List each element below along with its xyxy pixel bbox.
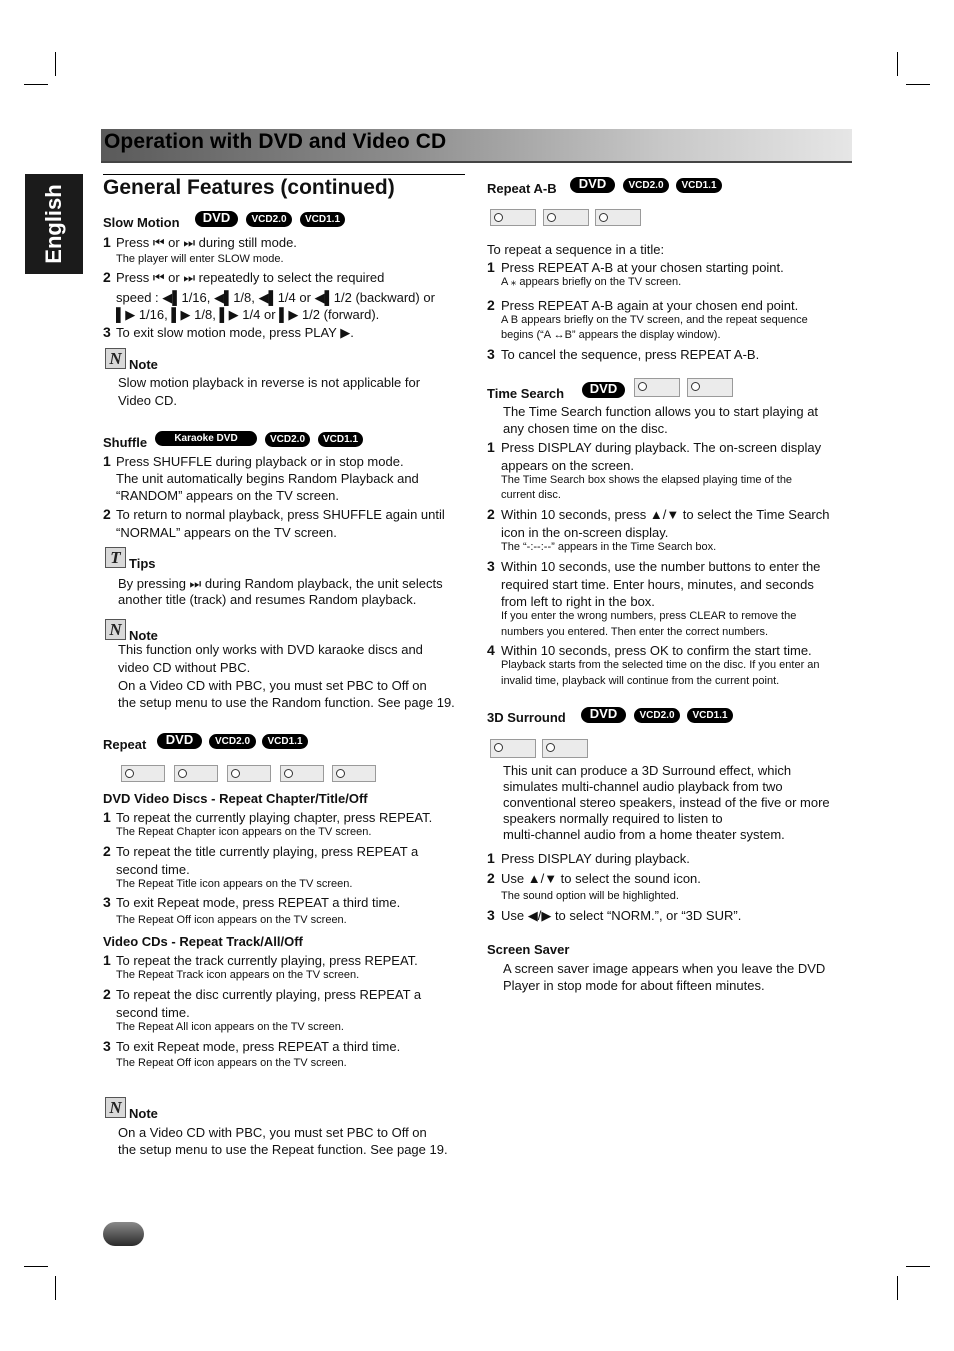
step-number: 2 (487, 506, 495, 522)
step-subtext: The Repeat Off icon appears on the TV screen. (116, 1057, 347, 1069)
step-subtext: A B appears briefly on the TV screen, and the repeat sequence (501, 314, 808, 326)
step-text: Press ⏮ or ⏭ during still mode. (116, 235, 297, 250)
dvd-badge: DVD (581, 707, 626, 723)
step-number: 1 (487, 439, 495, 455)
step-subtext: The Repeat Chapter icon appears on the TV screen. (116, 826, 372, 838)
surround-text: simulates multi-channel audio playback from two (503, 779, 783, 794)
note-icon: N (105, 348, 126, 369)
step-number: 4 (487, 642, 495, 658)
page-number-tab (103, 1222, 144, 1246)
step-subtext: begins (“A ↔B” appears the display window). (501, 329, 721, 341)
tip-text: another title (track) and resumes Random playback. (118, 592, 417, 607)
step-subtext: The Time Search box shows the elapsed playing time of the (501, 474, 793, 486)
repeat-ab-heading: Repeat A-B (487, 181, 557, 196)
note-text: the setup menu to use the Repeat function. See page 19. (118, 1142, 448, 1157)
step-text: Within 10 seconds, use the number buttons to enter the (501, 559, 821, 574)
tip-text: By pressing ⏭ during Random playback, the unit selects (118, 576, 443, 591)
step-subtext: invalid time, playback will continue from the current point. (501, 675, 780, 687)
step-text: Use ▲/▼ to select the sound icon. (501, 871, 701, 886)
dvd-repeat-subheading: DVD Video Discs - Repeat Chapter/Title/Off (103, 791, 368, 806)
step-number: 2 (487, 297, 495, 313)
step-text: Press REPEAT A-B again at your chosen end point. (501, 298, 799, 313)
step-number: 2 (103, 843, 111, 859)
step-subtext: The Repeat Off icon appears on the TV screen. (116, 914, 347, 926)
step-subtext: The Repeat All icon appears on the TV screen. (116, 1021, 344, 1033)
repeat-osd-icon (174, 765, 218, 782)
repeat-ab-osd-icon (595, 209, 641, 226)
step-number: 2 (103, 506, 111, 522)
note-text: On a Video CD with PBC, you must set PBC to Off on (118, 678, 427, 693)
header-rule (101, 161, 852, 163)
step-text: Within 10 seconds, press OK to confirm the start time. (501, 643, 812, 658)
repeat-osd-icon (227, 765, 271, 782)
section-title: General Features (continued) (103, 174, 465, 200)
dvd-badge: DVD (582, 382, 625, 398)
vcd20-badge: VCD2.0 (634, 708, 680, 723)
note-label: Note (129, 357, 158, 372)
step-text: Use ◀/▶ to select “NORM.”, or “3D SUR”. (501, 908, 742, 923)
step-text: appears on the screen. (501, 458, 634, 473)
screen-saver-heading: Screen Saver (487, 942, 570, 957)
note-label: Note (129, 1106, 158, 1121)
step-subtext: The “-:--:--” appears in the Time Search box. (501, 541, 717, 553)
step-number: 1 (103, 952, 111, 968)
surround-heading: 3D Surround (487, 710, 566, 725)
screen-saver-text: Player in stop mode for about fifteen minutes. (503, 978, 765, 993)
dvd-badge: DVD (157, 733, 202, 749)
step-number: 2 (103, 986, 111, 1002)
step-text: Press DISPLAY during playback. (501, 851, 690, 866)
step-text: second time. (116, 862, 190, 877)
crop-mark (897, 52, 898, 76)
step-text: To exit Repeat mode, press REPEAT a third time. (116, 895, 401, 910)
surround-text: speakers normally required to listen to (503, 811, 723, 826)
language-tab (25, 174, 83, 274)
step-subtext: The player will enter SLOW mode. (116, 253, 284, 265)
repeat-ab-osd-icon (490, 209, 536, 226)
crop-mark (897, 1276, 898, 1300)
step-text: To repeat the currently playing chapter, press REPEAT. (116, 810, 433, 825)
step-text: “RANDOM” appears on the TV screen. (116, 488, 340, 503)
step-number: 3 (103, 324, 111, 340)
note-text: video CD without PBC. (118, 660, 251, 675)
header-bar (101, 129, 852, 161)
step-subtext: current disc. (501, 489, 561, 501)
note-text: Video CD. (118, 393, 178, 408)
step-text: Press DISPLAY during playback. The on-screen display (501, 440, 822, 455)
note-icon: N (105, 1097, 126, 1118)
step-text: To repeat the disc currently playing, press REPEAT a (116, 987, 422, 1002)
vcd-repeat-subheading: Video CDs - Repeat Track/All/Off (103, 934, 303, 949)
step-text: To exit slow motion mode, press PLAY ▶. (116, 325, 354, 340)
page-header-title: Operation with DVD and Video CD (104, 130, 447, 153)
repeat-osd-icon (121, 765, 165, 782)
step-number: 1 (103, 234, 111, 250)
step-subtext: The Repeat Track icon appears on the TV screen. (116, 969, 360, 981)
time-search-heading: Time Search (487, 386, 565, 401)
repeat-osd-icon (280, 765, 324, 782)
karaoke-dvd-badge: Karaoke DVD (155, 431, 257, 446)
crop-mark (55, 1276, 56, 1300)
crop-mark (24, 84, 48, 85)
vcd11-badge: VCD1.1 (300, 212, 345, 227)
step-text: To cancel the sequence, press REPEAT A-B. (501, 347, 760, 362)
crop-mark (906, 1266, 930, 1267)
vcd11-badge: VCD1.1 (676, 178, 722, 193)
step-text: required start time. Enter hours, minutes, and seconds (501, 577, 814, 592)
vcd20-badge: VCD2.0 (246, 212, 292, 227)
step-text: To exit Repeat mode, press REPEAT a third time. (116, 1039, 401, 1054)
surround-text: conventional stereo speakers, instead of the five or more (503, 795, 830, 810)
step-subtext: If you enter the wrong numbers, press CLEAR to remove the (501, 610, 797, 622)
note-text: the setup menu to use the Random function. See page 19. (118, 695, 455, 710)
sound-osd-icon (490, 739, 536, 758)
step-text: To repeat the title currently playing, press REPEAT a (116, 844, 419, 859)
vcd11-badge: VCD1.1 (687, 708, 733, 723)
step-subtext: numbers you entered. Then enter the correct numbers. (501, 626, 768, 638)
crop-mark (24, 1266, 48, 1267)
repeat-osd-icon (332, 765, 376, 782)
vcd11-badge: VCD1.1 (262, 734, 308, 749)
note-text: On a Video CD with PBC, you must set PBC to Off on (118, 1125, 427, 1140)
language-tab-label: English (41, 184, 66, 264)
step-subtext: Playback starts from the selected time on the disc. If you enter an (501, 659, 820, 671)
step-text: “NORMAL” appears on the TV screen. (116, 525, 337, 540)
step-number: 1 (103, 453, 111, 469)
slow-motion-heading: Slow Motion (103, 215, 180, 230)
step-text: Press SHUFFLE during playback or in stop mode. (116, 454, 404, 469)
step-subtext: A ⁎ appears briefly on the TV screen. (501, 276, 682, 288)
repeat-ab-osd-icon (543, 209, 589, 226)
step-subtext: The Repeat Title icon appears on the TV screen. (116, 878, 353, 890)
step-number: 3 (103, 1038, 111, 1054)
step-number: 1 (487, 259, 495, 275)
surround-text: multi-channel audio from a home theater system. (503, 827, 785, 842)
step-number: 3 (487, 346, 495, 362)
screen-saver-text: A screen saver image appears when you leave the DVD (503, 961, 826, 976)
step-text: Press REPEAT A-B at your chosen starting point. (501, 260, 784, 275)
step-text: second time. (116, 1005, 190, 1020)
step-text: To repeat the track currently playing, press REPEAT. (116, 953, 418, 968)
shuffle-heading: Shuffle (103, 435, 148, 450)
step-text: To return to normal playback, press SHUFFLE again until (116, 507, 445, 522)
dvd-badge: DVD (195, 211, 238, 227)
step-text: from left to right in the box. (501, 594, 655, 609)
step-text: Press ⏮ or ⏭ repeatedly to select the required (116, 270, 385, 285)
time-search-osd-icon (634, 378, 680, 397)
note-text: This function only works with DVD karaoke discs and (118, 642, 423, 657)
note-icon: N (105, 619, 126, 640)
vcd20-badge: VCD2.0 (623, 178, 669, 193)
step-number: 1 (103, 809, 111, 825)
step-text: ▌▶ 1/16, ▌▶ 1/8, ▌▶ 1/4 or ▌▶ 1/2 (forward). (116, 307, 380, 322)
note-text: Slow motion playback in reverse is not applicable for (118, 375, 421, 390)
sound-osd-icon (542, 739, 588, 758)
step-text: speed : ◀▌1/16, ◀▌1/8, ◀▌1/4 or ◀▌1/2 (backward) or (116, 290, 435, 305)
time-search-osd-icon (687, 378, 733, 397)
step-subtext: The sound option will be highlighted. (501, 890, 679, 902)
step-number: 3 (103, 894, 111, 910)
time-search-intro: The Time Search function allows you to start playing at (503, 404, 819, 419)
time-search-intro: any chosen time on the disc. (503, 421, 668, 436)
vcd20-badge: VCD2.0 (209, 734, 256, 749)
step-text: Within 10 seconds, press ▲/▼ to select the Time Search (501, 507, 830, 522)
dvd-badge: DVD (570, 177, 615, 193)
step-number: 3 (487, 907, 495, 923)
vcd11-badge: VCD1.1 (318, 432, 363, 447)
repeat-heading: Repeat (103, 737, 147, 752)
surround-text: This unit can produce a 3D Surround effect, which (503, 763, 792, 778)
tips-label: Tips (129, 556, 156, 571)
step-text: icon in the on-screen display. (501, 525, 669, 540)
crop-mark (55, 52, 56, 76)
repeat-ab-intro: To repeat a sequence in a title: (487, 242, 665, 257)
note-label: Note (129, 628, 158, 643)
step-number: 2 (103, 269, 111, 285)
step-number: 3 (487, 558, 495, 574)
step-text: The unit automatically begins Random Playback and (116, 471, 419, 486)
tips-icon: T (105, 547, 126, 568)
step-number: 1 (487, 850, 495, 866)
step-number: 2 (487, 870, 495, 886)
vcd20-badge: VCD2.0 (265, 432, 310, 447)
crop-mark (906, 84, 930, 85)
